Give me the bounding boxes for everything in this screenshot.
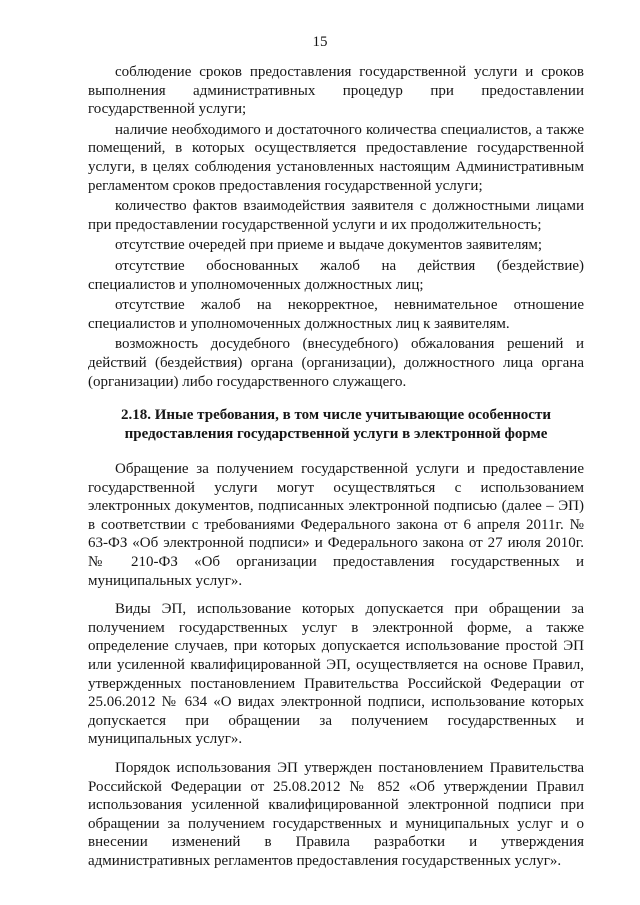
- paragraph-electronic-docs: Обращение за получением государственной услуги и предоставление государственной услуги могут осуществляться с использованием электронных документов, подписанных электронной подписью (далее – ЭП) в соответствии с требованиями Федерального закона от 6 апреля 2011г. № 63-ФЗ «Об электронной подписи» и Федерального закона от 27 июля 2010г. № 210-ФЗ «Об организации предоставления государственных и муниципальных услуг».: [88, 461, 584, 589]
- section-heading-line-2: предоставления государственной услуги в электронной форме: [124, 426, 548, 443]
- paragraph-no-queues: отсутствие очередей при приеме и выдаче документов заявителям;: [115, 237, 543, 254]
- section-heading-line-1: 2.18. Иные требования, в том числе учитывающие особенности: [121, 407, 551, 424]
- paragraph-specialists: наличие необходимого и достаточного количества специалистов, а также помещений, в которых осуществляется предоставление государственной услуги, в целях соблюдения установленных настоящим Административным регламентом сроков предоставления государственной услуги;: [88, 121, 584, 194]
- paragraph-signature-procedure: Порядок использования ЭП утвержден постановлением Правительства Российской Федерации от 25.08.2012 № 852 «Об утверждении Правил использования усиленной квалифицированной электронной подписи при обращении за получением государственных и муниципальных услуг и о внесении изменений в Правила разработки и утверждения административных регламентов предоставления государственных услуг».: [88, 760, 584, 869]
- paragraph-signature-types: Виды ЭП, использование которых допускается при обращении за получением государственных услуг в электронной форме, а также определение случаев, при которых допускается использование простой ЭП или усиленной квалифицированной ЭП, осуществляется на основе Правил, утвержденных постановлением Правительства Российской Федерации от 25.06.2012 № 634 «О видах электронной подписи, использование которых допускается при обращении за получением государственных и муниципальных услуг».: [88, 601, 584, 748]
- paragraph-no-incorrect-complaints: отсутствие жалоб на некорректное, невнимательное отношение специалистов и уполномоченных должностных лиц к заявителям.: [88, 297, 584, 332]
- paragraph-appeal-possibility: возможность досудебного (внесудебного) обжалования решений и действий (бездействия) органа (организации), должностного лица органа (организации) либо государственного служащего.: [88, 336, 584, 390]
- document-body: [88, 63, 584, 873]
- paragraph-interactions: количество фактов взаимодействия заявителя с должностными лицами при предоставлении государственной услуги и их продолжительность;: [88, 198, 584, 233]
- paragraph-no-complaints: отсутствие обоснованных жалоб на действия (бездействие) специалистов и уполномоченных должностных лиц;: [88, 257, 584, 293]
- paragraph-deadlines: соблюдение сроков предоставления государственной услуги и сроков выполнения административных процедур при предоставлении государственной услуги;: [88, 64, 584, 118]
- page-number: 15: [312, 34, 328, 50]
- section-heading: [88, 406, 584, 444]
